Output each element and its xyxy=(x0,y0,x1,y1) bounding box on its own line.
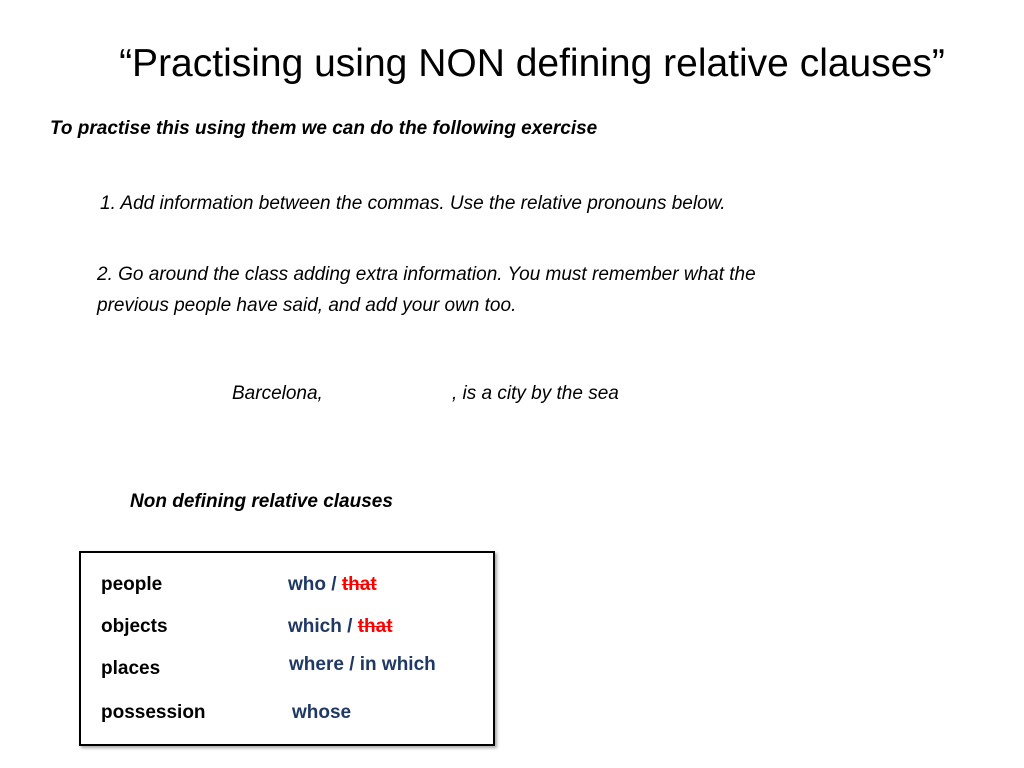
pronoun-row-value-objects xyxy=(288,616,393,638)
pronoun-which: which / xyxy=(288,616,358,637)
pronoun-who: who / xyxy=(288,574,342,595)
relative-pronoun-table xyxy=(79,551,495,746)
crossed-out-that: that xyxy=(357,616,393,637)
pronoun-row-label-objects: objects xyxy=(101,616,168,637)
pronoun-row-label-possession: possession xyxy=(101,702,206,723)
pronoun-row-value-places: where / in which xyxy=(289,654,436,675)
instruction-step-2: 2. Go around the class adding extra information. You must remember what the previous people have said, and add your own too. xyxy=(97,264,756,316)
example-sentence-start: Barcelona, xyxy=(232,383,323,404)
exercise-intro: To practise this using them we can do the following exercise xyxy=(50,118,598,139)
crossed-out-that: that xyxy=(341,574,377,595)
instruction-step-1: 1. Add information between the commas. Use the relative pronouns below. xyxy=(100,193,726,214)
pronoun-row-label-people: people xyxy=(101,574,163,595)
section-heading: Non defining relative clauses xyxy=(130,491,393,512)
pronoun-row-label-places: places xyxy=(101,658,161,679)
example-sentence-end: , is a city by the sea xyxy=(452,383,619,404)
pronoun-row-value-possession: whose xyxy=(292,702,352,723)
pronoun-row-value-people xyxy=(288,574,377,596)
slide-title: “Practising using NON defining relative clauses” xyxy=(119,42,945,85)
